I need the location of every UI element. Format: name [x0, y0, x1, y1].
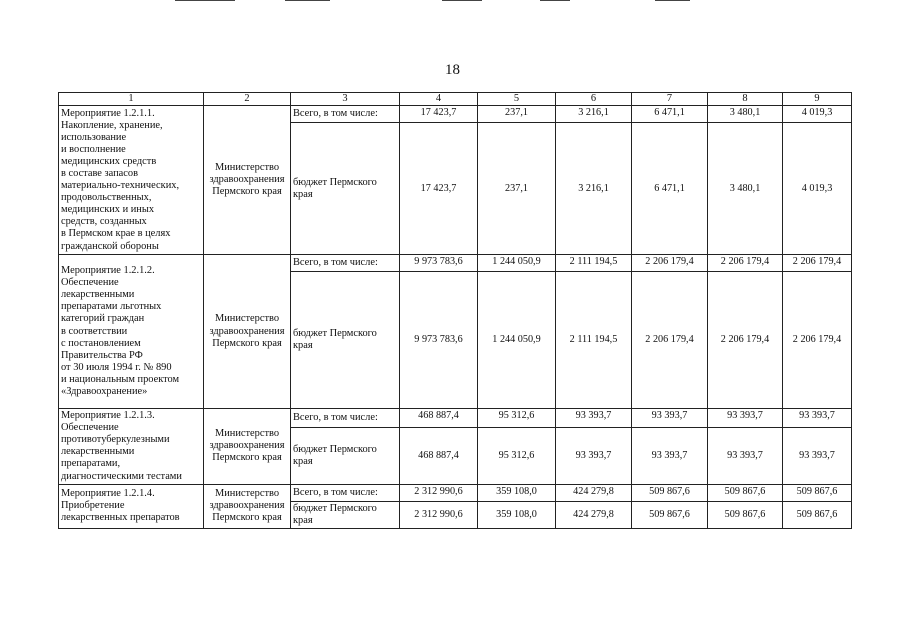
funding-source-label: бюджет Пермского края — [291, 501, 400, 528]
source-value-cell: 95 312,6 — [478, 428, 556, 484]
source-value-cell: 424 279,8 — [556, 501, 632, 528]
total-value-cell: 509 867,6 — [783, 484, 852, 501]
table-row-total — [59, 484, 852, 501]
source-value-cell: 2 111 194,5 — [556, 272, 632, 409]
activity-name: Мероприятие 1.2.1.3. Обеспечение противотуберкулезными лекарственными препаратами, диагностическими тестами — [59, 409, 204, 485]
scan-edge-mark — [655, 0, 690, 1]
total-value-cell: 95 312,6 — [478, 409, 556, 428]
source-value-cell: 2 206 179,4 — [783, 272, 852, 409]
table-row-total — [59, 255, 852, 272]
total-value-cell: 1 244 050,9 — [478, 255, 556, 272]
column-header: 3 — [291, 93, 400, 106]
scan-edge-mark — [285, 0, 330, 1]
source-value-cell: 509 867,6 — [708, 501, 783, 528]
budget-table — [58, 92, 852, 529]
total-value-cell: 424 279,8 — [556, 484, 632, 501]
total-value-cell: 93 393,7 — [708, 409, 783, 428]
total-value-cell: 3 480,1 — [708, 106, 783, 123]
total-label: Всего, в том числе: — [291, 484, 400, 501]
total-label: Всего, в том числе: — [291, 409, 400, 428]
total-label: Всего, в том числе: — [291, 106, 400, 123]
table-header-row — [59, 93, 852, 106]
total-value-cell: 359 108,0 — [478, 484, 556, 501]
activity-name: Мероприятие 1.2.1.2. Обеспечение лекарственными препаратами льготных категорий граждан в соответствии с постановлением Правительства РФ от 30 июля 1994 г. № 890 и национальным проектом «Здравоохранение» — [59, 255, 204, 409]
source-value-cell: 9 973 783,6 — [400, 272, 478, 409]
source-value-cell: 93 393,7 — [783, 428, 852, 484]
funding-source-label: бюджет Пермского края — [291, 272, 400, 409]
source-value-cell: 2 312 990,6 — [400, 501, 478, 528]
total-value-cell: 509 867,6 — [632, 484, 708, 501]
total-value-cell: 2 206 179,4 — [708, 255, 783, 272]
source-value-cell: 93 393,7 — [708, 428, 783, 484]
column-header: 5 — [478, 93, 556, 106]
executor-name: Министерство здравоохранения Пермского края — [204, 409, 291, 485]
total-value-cell: 9 973 783,6 — [400, 255, 478, 272]
total-value-cell: 93 393,7 — [556, 409, 632, 428]
scan-edge-mark — [540, 0, 570, 1]
source-value-cell: 509 867,6 — [632, 501, 708, 528]
page-number: 18 — [445, 62, 460, 78]
funding-source-label: бюджет Пермского края — [291, 123, 400, 255]
source-value-cell: 237,1 — [478, 123, 556, 255]
total-value-cell: 509 867,6 — [708, 484, 783, 501]
total-label: Всего, в том числе: — [291, 255, 400, 272]
scan-edge-mark — [175, 0, 235, 1]
table-row-total — [59, 106, 852, 123]
source-value-cell: 1 244 050,9 — [478, 272, 556, 409]
total-value-cell: 2 111 194,5 — [556, 255, 632, 272]
total-value-cell: 2 312 990,6 — [400, 484, 478, 501]
total-value-cell: 6 471,1 — [632, 106, 708, 123]
activity-name: Мероприятие 1.2.1.1. Накопление, хранение, использование и восполнение медицинских средств в составе запасов материально-технических, продовольственных, медицинских и иных средств, созданных в Пермском крае в целях гражданской обороны — [59, 106, 204, 255]
source-value-cell: 17 423,7 — [400, 123, 478, 255]
scan-edge-mark — [442, 0, 482, 1]
total-value-cell: 468 887,4 — [400, 409, 478, 428]
total-value-cell: 2 206 179,4 — [783, 255, 852, 272]
total-value-cell: 3 216,1 — [556, 106, 632, 123]
total-value-cell: 4 019,3 — [783, 106, 852, 123]
activity-name: Мероприятие 1.2.1.4. Приобретение лекарственных препаратов — [59, 484, 204, 528]
executor-name: Министерство здравоохранения Пермского края — [204, 255, 291, 409]
column-header: 8 — [708, 93, 783, 106]
total-value-cell: 2 206 179,4 — [632, 255, 708, 272]
total-value-cell: 93 393,7 — [783, 409, 852, 428]
executor-name: Министерство здравоохранения Пермского края — [204, 106, 291, 255]
total-value-cell: 93 393,7 — [632, 409, 708, 428]
table-row-total — [59, 409, 852, 428]
column-header: 7 — [632, 93, 708, 106]
column-header: 1 — [59, 93, 204, 106]
source-value-cell: 4 019,3 — [783, 123, 852, 255]
executor-name: Министерство здравоохранения Пермского края — [204, 484, 291, 528]
source-value-cell: 3 216,1 — [556, 123, 632, 255]
funding-source-label: бюджет Пермского края — [291, 428, 400, 484]
column-header: 9 — [783, 93, 852, 106]
column-header: 2 — [204, 93, 291, 106]
total-value-cell: 237,1 — [478, 106, 556, 123]
source-value-cell: 93 393,7 — [632, 428, 708, 484]
total-value-cell: 17 423,7 — [400, 106, 478, 123]
source-value-cell: 6 471,1 — [632, 123, 708, 255]
source-value-cell: 359 108,0 — [478, 501, 556, 528]
source-value-cell: 3 480,1 — [708, 123, 783, 255]
source-value-cell: 93 393,7 — [556, 428, 632, 484]
source-value-cell: 2 206 179,4 — [632, 272, 708, 409]
source-value-cell: 509 867,6 — [783, 501, 852, 528]
column-header: 4 — [400, 93, 478, 106]
source-value-cell: 2 206 179,4 — [708, 272, 783, 409]
source-value-cell: 468 887,4 — [400, 428, 478, 484]
column-header: 6 — [556, 93, 632, 106]
